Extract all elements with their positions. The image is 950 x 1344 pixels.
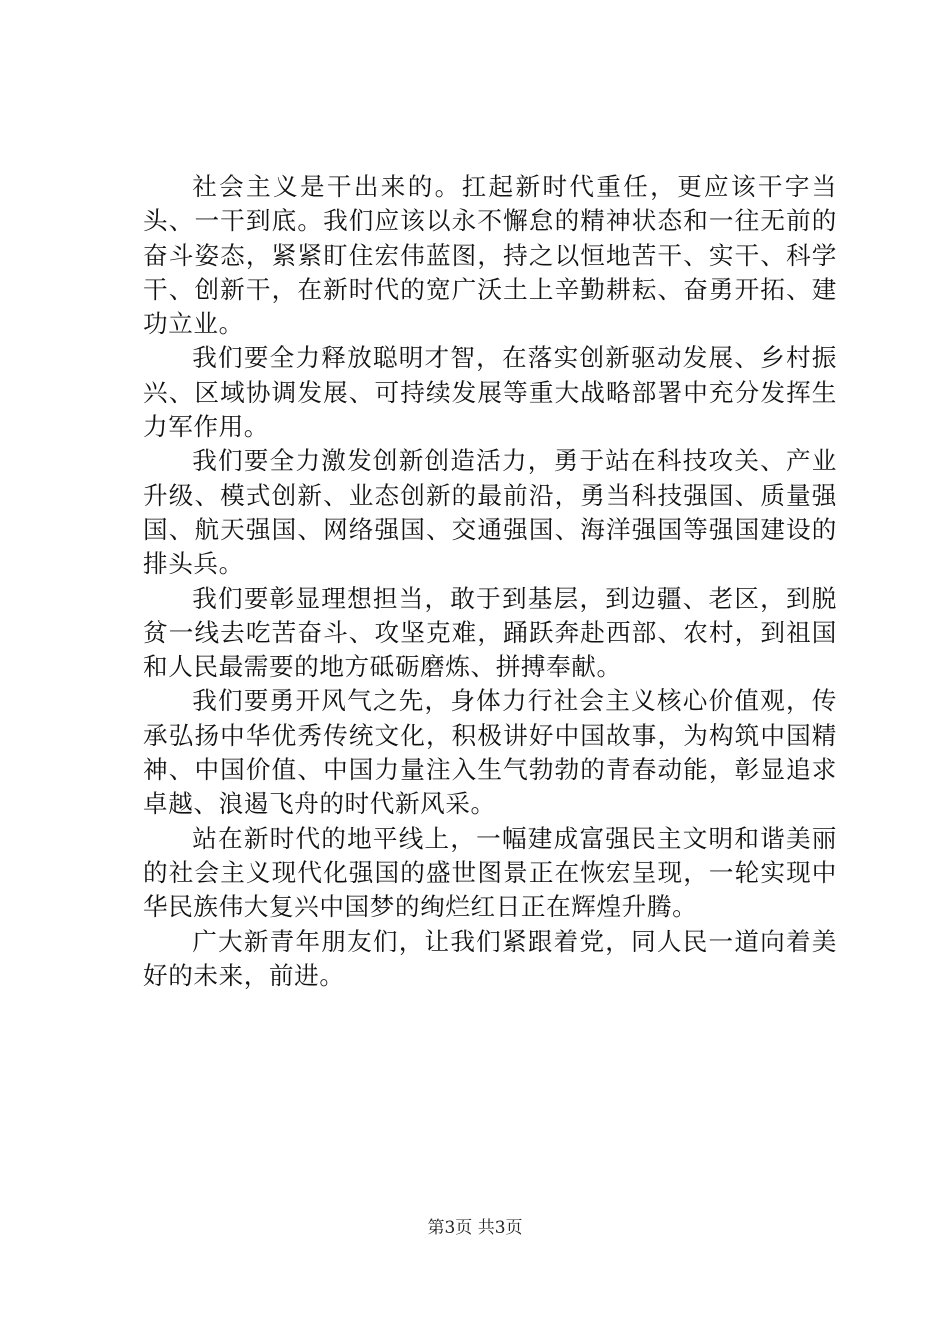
paragraph-4: 我们要彰显理想担当，敢于到基层，到边疆、老区，到脱贫一线去吃苦奋斗、攻坚克难，踊跃奔赴西部、农村，到祖国和人民最需要的地方砥砺磨炼、拼搏奉献。 (143, 583, 837, 682)
page-footer (0, 1216, 950, 1240)
paragraph-6: 站在新时代的地平线上，一幅建成富强民主文明和谐美丽的社会主义现代化强国的盛世图景正在恢宏呈现，一轮实现中华民族伟大复兴中国梦的绚烂红日正在辉煌升腾。 (143, 823, 837, 922)
paragraph-1: 社会主义是干出来的。扛起新时代重任，更应该干字当头、一干到底。我们应该以永不懈怠的精神状态和一往无前的奋斗姿态，紧紧盯住宏伟蓝图，持之以恒地苦干、实干、科学干、创新干，在新时代的宽广沃土上辛勤耕耘、奋勇开拓、建功立业。 (143, 172, 837, 339)
document-body (143, 170, 837, 993)
paragraph-2: 我们要全力释放聪明才智，在落实创新驱动发展、乡村振兴、区域协调发展、可持续发展等重大战略部署中充分发挥生力军作用。 (143, 343, 837, 442)
paragraph-7: 广大新青年朋友们，让我们紧跟着党，同人民一道向着美好的未来，前进。 (143, 926, 837, 990)
paragraph-5: 我们要勇开风气之先，身体力行社会主义核心价值观，传承弘扬中华优秀传统文化，积极讲好中国故事，为构筑中国精神、中国价值、中国力量注入生气勃勃的青春动能，彰显追求卓越、浪遏飞舟的时代新风采。 (143, 686, 837, 819)
page-number-label: 第3页 共3页 (427, 1218, 523, 1238)
paragraph-3: 我们要全力激发创新创造活力，勇于站在科技攻关、产业升级、模式创新、业态创新的最前沿，勇当科技强国、质量强国、航天强国、网络强国、交通强国、海洋强国等强国建设的排头兵。 (143, 446, 837, 579)
